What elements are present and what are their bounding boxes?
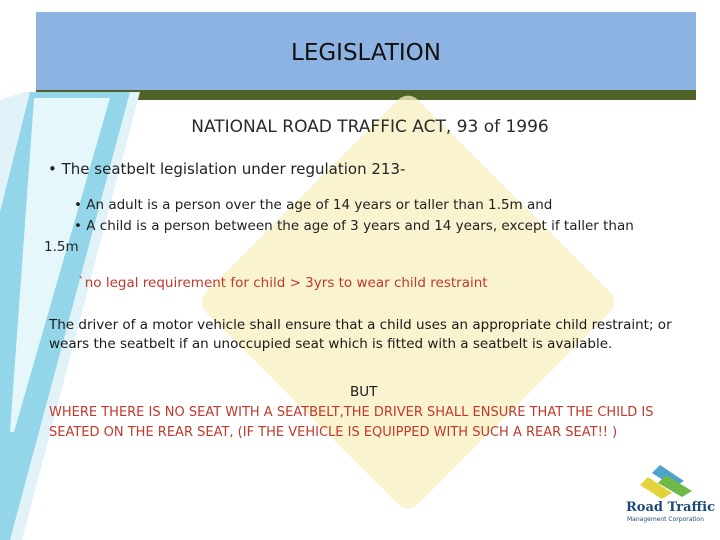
main-bullet: • The seatbelt legislation under regulation 213- bbox=[48, 160, 406, 178]
logo-name: Road Traffic bbox=[626, 500, 716, 515]
logo-tagline: Management Corporation bbox=[627, 516, 704, 523]
but-label: BUT bbox=[350, 384, 378, 400]
red-note: `no legal requirement for child > 3yrs to wear child restraint bbox=[78, 275, 488, 291]
red-paragraph: WHERE THERE IS NO SEAT WITH A SEATBELT,THE DRIVER SHALL ENSURE THAT THE CHILD IS SEATED ON THE REAR SEAT, (IF THE VEHICLE IS EQUIPPED WITH SUCH A REAR SEAT!! ) bbox=[49, 405, 654, 440]
slide-subtitle: NATIONAL ROAD TRAFFIC ACT, 93 of 1996 bbox=[191, 117, 549, 137]
driver-paragraph: The driver of a motor vehicle shall ensure that a child uses an appropriate child restraint; or wears the seatbelt if an unoccupied seat which is fitted with a seatbelt is available. bbox=[49, 317, 672, 352]
sub-bullet-list bbox=[44, 195, 688, 258]
sub-bullet-child: • A child is a person between the age of 3 years and 14 years, except if taller than bbox=[74, 218, 634, 234]
watermark-sign bbox=[196, 90, 620, 514]
sub-bullet-child-cont: 1.5m bbox=[44, 239, 79, 255]
slide-title: LEGISLATION bbox=[291, 40, 441, 66]
sub-bullet-adult: • An adult is a person over the age of 14 years or taller than 1.5m and bbox=[74, 197, 553, 213]
